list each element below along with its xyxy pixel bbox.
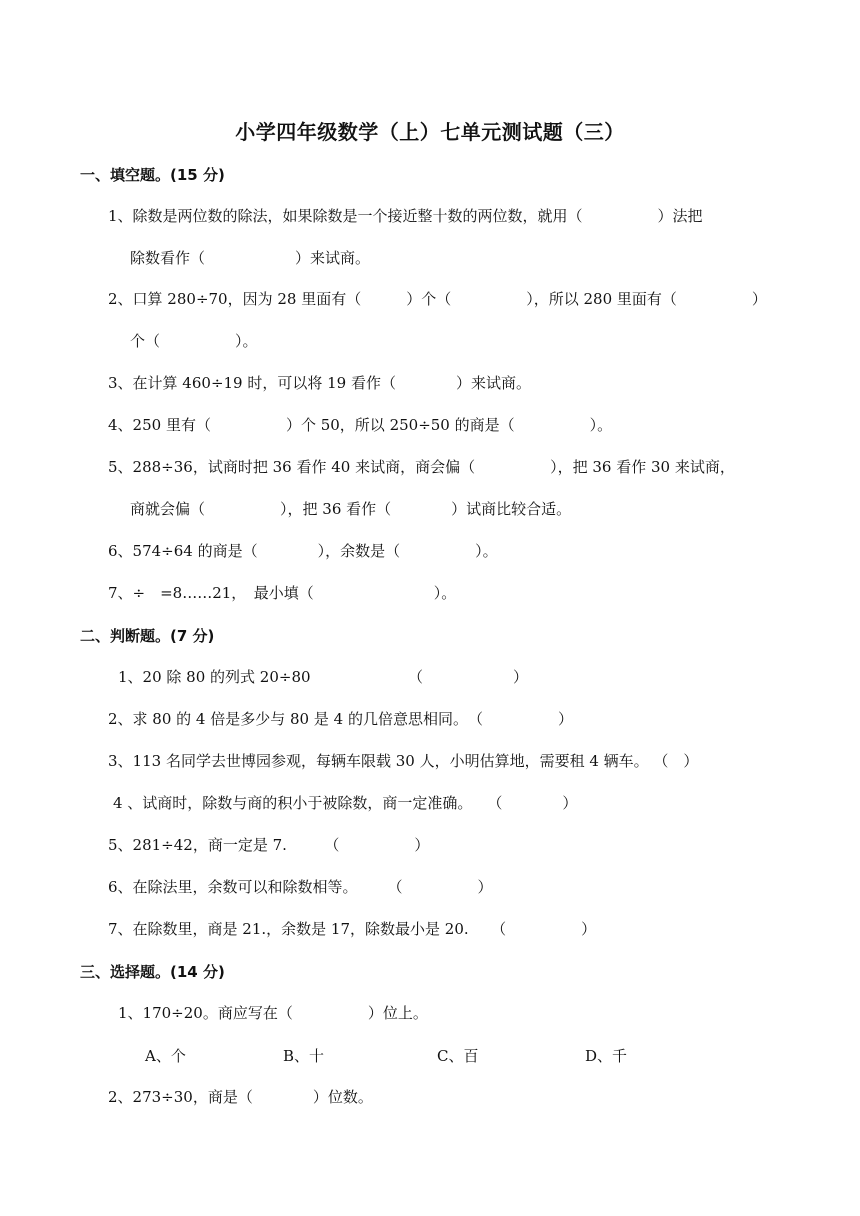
question-line: 2、口算 280÷70，因为 28 里面有（ ）个（ ），所以 280 里面有（ ） <box>108 290 767 308</box>
question-line: 6、574÷64 的商是（ ），余数是（ ）。 <box>108 542 498 560</box>
question-line: 4、250 里有（ ）个 50，所以 250÷50 的商是（ ）。 <box>108 416 613 434</box>
question-line: 4 、试商时，除数与商的积小于被除数，商一定准确。 （ ） <box>113 794 578 812</box>
page-title: 小学四年级数学（上）七单元测试题（三） <box>235 120 625 144</box>
choice-a: A、个 <box>145 1047 186 1065</box>
question-line: 2、求 80 的 4 倍是多少与 80 是 4 的几倍意思相同。 （ ） <box>108 710 573 728</box>
question-line: 3、113 名同学去世博园参观，每辆车限载 30 人，小明估算地，需要租 4 辆车。 （ ） <box>108 752 699 770</box>
question-line: 7、在除数里，商是 21.，余数是 17，除数最小是 20. （ ） <box>108 920 597 938</box>
choice-c: C、百 <box>437 1047 479 1065</box>
choice-d: D、千 <box>585 1047 628 1065</box>
question-line: 7、÷ =8……21， 最小填（ ）。 <box>108 584 457 602</box>
question-line: 个（ ）。 <box>130 332 258 350</box>
question-line: 1、170÷20。商应写在（ ）位上。 <box>118 1004 428 1022</box>
question-line: 6、在除法里，余数可以和除数相等。 （ ） <box>108 878 493 896</box>
question-line: 5、281÷42，商一定是 7. （ ） <box>108 836 430 854</box>
section-heading-true-false: 二、判断题。(7 分) <box>80 627 215 645</box>
question-line: 2、273÷30，商是（ ）位数。 <box>108 1088 373 1106</box>
question-line: 除数看作（ ）来试商。 <box>130 249 371 267</box>
choice-b: B、十 <box>283 1047 325 1065</box>
question-line: 商就会偏（ ），把 36 看作（ ）试商比较合适。 <box>130 500 572 518</box>
question-line: 3、在计算 460÷19 时，可以将 19 看作（ ）来试商。 <box>108 374 531 392</box>
question-line: 1、20 除 80 的列式 20÷80 （ ） <box>118 668 529 686</box>
question-line: 5、288÷36，试商时把 36 看作 40 来试商，商会偏（ ），把 36 看作 30 来试商， <box>108 458 735 476</box>
question-line: 1、除数是两位数的除法，如果除数是一个接近整十数的两位数，就用（ ）法把 <box>108 207 703 225</box>
section-heading-multiple-choice: 三、选择题。(14 分) <box>80 963 225 981</box>
section-heading-fill-blank: 一、填空题。(15 分) <box>80 166 225 184</box>
